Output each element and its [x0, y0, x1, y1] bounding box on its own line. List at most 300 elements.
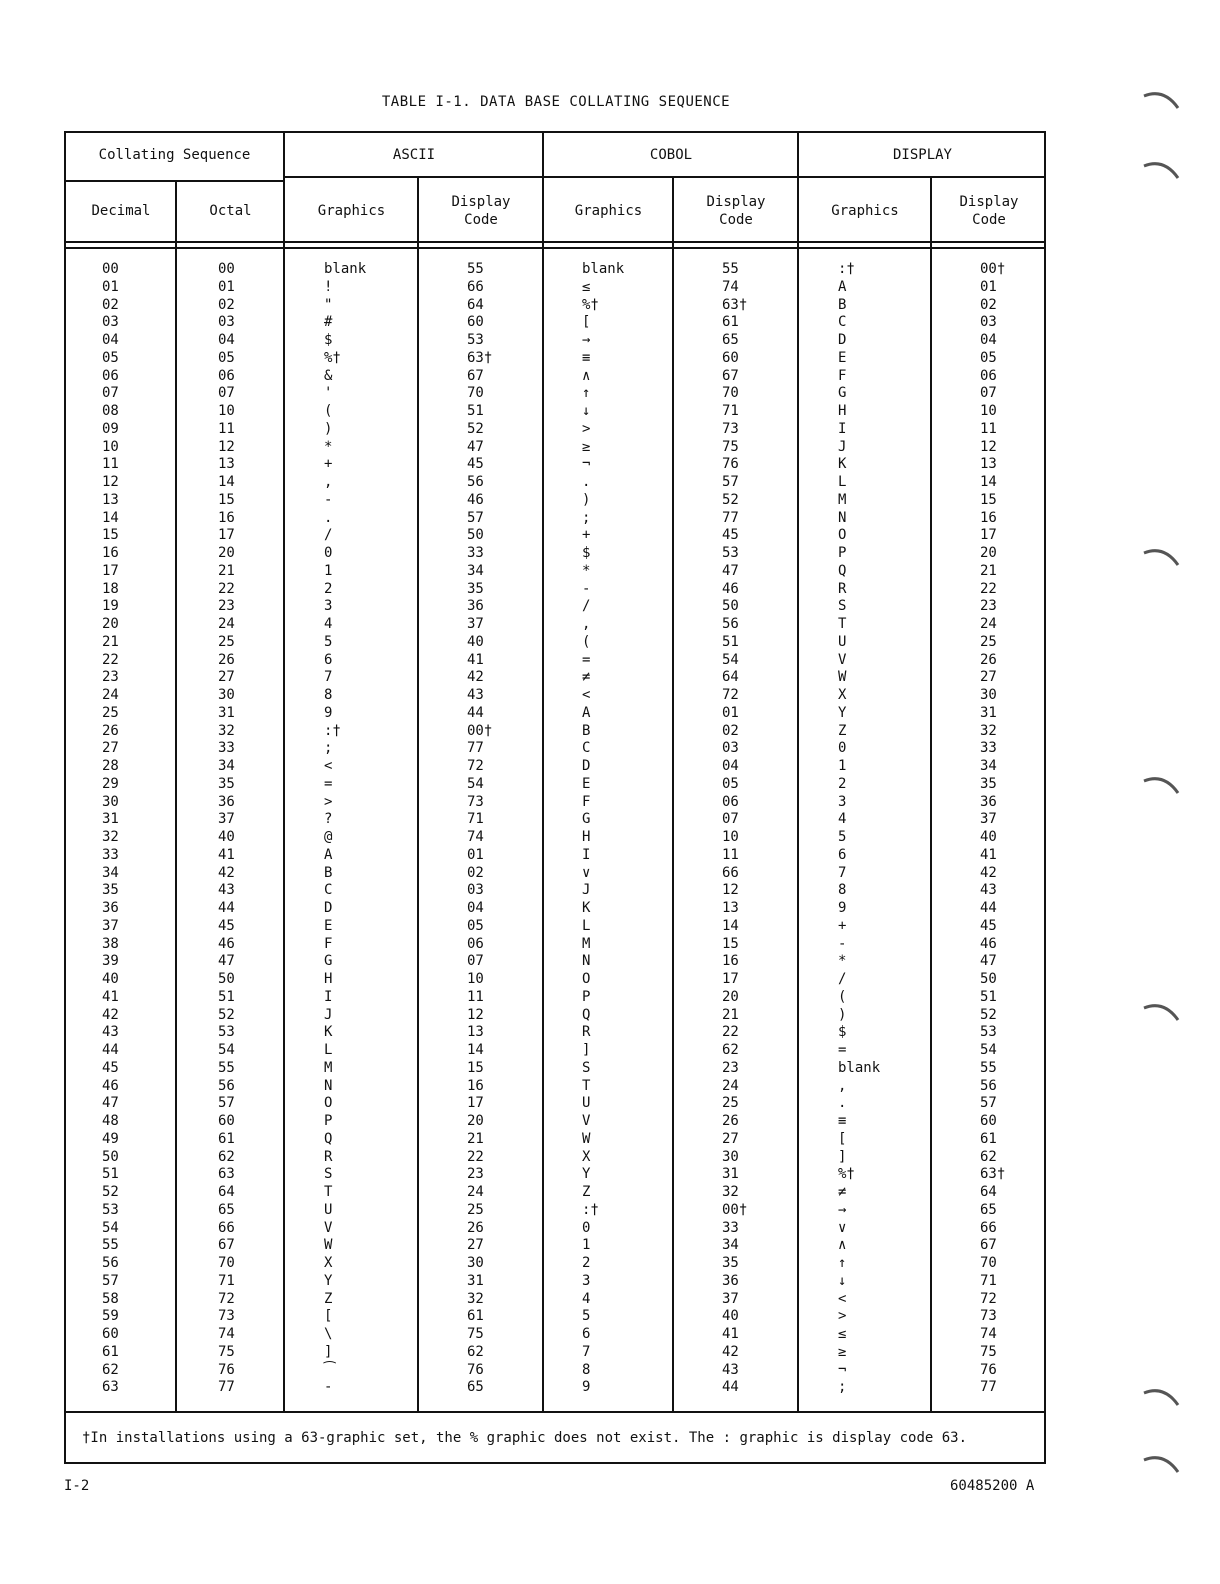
cell-ascii-graphic: = [324, 775, 333, 792]
cell-cobol-graphic: L [582, 917, 591, 934]
cell-ascii-graphic: O [324, 1095, 333, 1112]
cell-octal: 22 [218, 580, 235, 597]
table-row [66, 758, 1044, 776]
cell-cobol-graphic: blank [582, 261, 625, 277]
cell-ascii-display-code: 71 [467, 811, 484, 828]
cell-display-graphic: ≠ [838, 1184, 847, 1200]
cell-ascii-display-code: 00† [467, 722, 493, 739]
cell-ascii-graphic: F [324, 935, 333, 952]
cell-cobol-graphic: U [582, 1095, 591, 1112]
table-row [66, 865, 1044, 883]
cell-ascii-graphic: # [324, 314, 333, 331]
cell-decimal: 11 [102, 456, 119, 473]
cell-cobol-display-code: 34 [722, 1237, 739, 1254]
cell-cobol-display-code: 66 [722, 864, 739, 881]
cell-display-display-code: 35 [980, 775, 997, 792]
cell-decimal: 41 [102, 988, 119, 1005]
cell-cobol-graphic: ≤ [582, 278, 591, 295]
cell-cobol-display-code: 03 [722, 740, 739, 757]
cell-ascii-display-code: 46 [467, 491, 484, 508]
table-row [66, 439, 1044, 457]
cell-cobol-graphic: A [582, 704, 591, 721]
cell-ascii-graphic: R [324, 1148, 333, 1165]
cell-ascii-display-code: 75 [467, 1326, 484, 1342]
cell-display-graphic: P [838, 545, 847, 561]
cell-cobol-display-code: 76 [722, 456, 739, 473]
table-row [66, 953, 1044, 971]
cell-decimal: 22 [102, 651, 119, 668]
cell-display-graphic: 6 [838, 846, 847, 863]
cell-decimal: 61 [102, 1343, 119, 1360]
table-row [66, 634, 1044, 652]
cell-ascii-graphic: N [324, 1077, 333, 1094]
cell-octal: 36 [218, 793, 235, 810]
cell-ascii-display-code: 47 [467, 438, 484, 455]
cell-ascii-graphic: %† [324, 349, 341, 366]
cell-cobol-display-code: 27 [722, 1130, 739, 1147]
cell-display-graphic: B [838, 296, 847, 313]
cell-cobol-graphic: > [582, 420, 591, 437]
cell-display-graphic: - [838, 935, 847, 952]
rule-header-bottom-1 [66, 241, 1044, 243]
cell-ascii-display-code: 51 [467, 403, 484, 419]
cell-ascii-graphic: ! [324, 278, 333, 295]
cell-ascii-display-code: 54 [467, 775, 484, 792]
cell-cobol-graphic: R [582, 1024, 591, 1041]
cell-decimal: 36 [102, 900, 119, 916]
cell-octal: 75 [218, 1343, 235, 1360]
cell-octal: 14 [218, 474, 235, 490]
cell-cobol-display-code: 64 [722, 669, 739, 686]
cell-cobol-display-code: 12 [722, 882, 739, 899]
table-row [66, 829, 1044, 847]
cell-display-graphic: 1 [838, 758, 847, 774]
cell-decimal: 21 [102, 633, 119, 650]
cell-decimal: 24 [102, 687, 119, 703]
cell-decimal: 19 [102, 598, 119, 615]
cell-display-graphic: :† [838, 261, 855, 277]
cell-cobol-graphic: 7 [582, 1343, 591, 1360]
table-row [66, 1344, 1044, 1362]
cell-display-graphic: L [838, 474, 847, 490]
cell-display-graphic: 3 [838, 793, 847, 810]
cell-ascii-graphic: ? [324, 811, 333, 828]
cell-cobol-graphic: 6 [582, 1326, 591, 1342]
cell-display-graphic: 0 [838, 740, 847, 757]
cell-octal: 24 [218, 616, 235, 632]
cell-decimal: 40 [102, 971, 119, 987]
cell-display-graphic: → [838, 1201, 847, 1218]
cell-cobol-display-code: 61 [722, 314, 739, 331]
cell-cobol-graphic: . [582, 474, 591, 490]
cell-display-display-code: 75 [980, 1343, 997, 1360]
cell-ascii-graphic: K [324, 1024, 333, 1041]
cell-ascii-graphic: Z [324, 1290, 333, 1307]
cell-ascii-display-code: 15 [467, 1059, 484, 1076]
cell-cobol-graphic: ] [582, 1042, 591, 1058]
cell-cobol-display-code: 30 [722, 1148, 739, 1165]
table-row [66, 1237, 1044, 1255]
cell-cobol-graphic: ¬ [582, 456, 591, 473]
cell-decimal: 50 [102, 1148, 119, 1165]
cell-ascii-display-code: 34 [467, 562, 484, 579]
header-collating-sequence: Collating Sequence [98, 147, 251, 163]
cell-ascii-display-code: 22 [467, 1148, 484, 1165]
cell-display-graphic: C [838, 314, 847, 331]
cell-ascii-display-code: 07 [467, 953, 484, 970]
cell-display-display-code: 77 [980, 1379, 997, 1396]
cell-ascii-graphic: 1 [324, 562, 333, 579]
cell-octal: 20 [218, 545, 235, 561]
cell-ascii-graphic: :† [324, 722, 341, 739]
cell-display-display-code: 43 [980, 882, 997, 899]
cell-cobol-graphic: ≠ [582, 669, 591, 686]
cell-display-display-code: 56 [980, 1077, 997, 1094]
cell-decimal: 44 [102, 1042, 119, 1058]
cell-octal: 27 [218, 669, 235, 686]
cell-octal: 21 [218, 562, 235, 579]
cell-cobol-graphic: , [582, 616, 591, 632]
cell-ascii-graphic: / [324, 527, 333, 544]
table-row [66, 1149, 1044, 1167]
cell-decimal: 43 [102, 1024, 119, 1041]
cell-cobol-graphic: F [582, 793, 591, 810]
cell-display-display-code: 14 [980, 474, 997, 490]
cell-cobol-display-code: 21 [722, 1006, 739, 1023]
cell-decimal: 32 [102, 829, 119, 845]
table-row [66, 1202, 1044, 1220]
cell-cobol-display-code: 47 [722, 562, 739, 579]
cell-ascii-display-code: 14 [467, 1042, 484, 1058]
cell-display-display-code: 04 [980, 332, 997, 348]
cell-decimal: 10 [102, 438, 119, 455]
cell-cobol-display-code: 63† [722, 296, 748, 313]
table-row [66, 652, 1044, 670]
cell-display-graphic: ≡ [838, 1113, 847, 1129]
cell-ascii-display-code: 20 [467, 1113, 484, 1129]
cell-ascii-display-code: 77 [467, 740, 484, 757]
table-row [66, 1060, 1044, 1078]
cell-display-graphic: U [838, 633, 847, 650]
cell-ascii-display-code: 53 [467, 332, 484, 348]
cell-ascii-display-code: 11 [467, 988, 484, 1005]
table-row [66, 1042, 1044, 1060]
cell-octal: 03 [218, 314, 235, 331]
table-row [66, 936, 1044, 954]
cell-decimal: 55 [102, 1237, 119, 1254]
table-row [66, 900, 1044, 918]
cell-display-graphic: ] [838, 1148, 847, 1165]
cell-display-graphic: V [838, 651, 847, 668]
cell-cobol-graphic: ∧ [582, 367, 591, 384]
cell-decimal: 30 [102, 793, 119, 810]
cell-cobol-graphic: I [582, 846, 591, 863]
cell-display-display-code: 63† [980, 1166, 1006, 1183]
cell-cobol-display-code: 54 [722, 651, 739, 668]
cell-cobol-graphic: H [582, 829, 591, 845]
cell-ascii-graphic: - [324, 1379, 333, 1396]
cell-decimal: 15 [102, 527, 119, 544]
cell-cobol-display-code: 23 [722, 1059, 739, 1076]
cell-cobol-graphic: O [582, 971, 591, 987]
cell-display-graphic: < [838, 1290, 847, 1307]
cell-ascii-graphic: 9 [324, 704, 333, 721]
cell-cobol-display-code: 22 [722, 1024, 739, 1041]
cell-ascii-display-code: 17 [467, 1095, 484, 1112]
cell-ascii-display-code: 32 [467, 1290, 484, 1307]
header-display-display-code [932, 177, 1046, 245]
cell-ascii-display-code: 01 [467, 846, 484, 863]
cell-display-display-code: 20 [980, 545, 997, 561]
cell-display-graphic: H [838, 403, 847, 419]
cell-octal: 64 [218, 1184, 235, 1200]
cell-display-display-code: 26 [980, 651, 997, 668]
cell-ascii-graphic: 0 [324, 545, 333, 561]
cell-cobol-graphic: 4 [582, 1290, 591, 1307]
table-row [66, 847, 1044, 865]
cell-decimal: 57 [102, 1272, 119, 1289]
cell-octal: 30 [218, 687, 235, 703]
cell-cobol-graphic: ) [582, 491, 591, 508]
cell-octal: 77 [218, 1379, 235, 1396]
cell-octal: 65 [218, 1201, 235, 1218]
cell-cobol-display-code: 43 [722, 1361, 739, 1378]
cell-display-display-code: 10 [980, 403, 997, 419]
cell-decimal: 28 [102, 758, 119, 774]
cell-display-graphic: 4 [838, 811, 847, 828]
table-row [66, 474, 1044, 492]
cell-decimal: 42 [102, 1006, 119, 1023]
cell-ascii-display-code: 37 [467, 616, 484, 632]
cell-cobol-display-code: 26 [722, 1113, 739, 1129]
cell-octal: 60 [218, 1113, 235, 1129]
table-row [66, 279, 1044, 297]
cell-octal: 35 [218, 775, 235, 792]
cell-ascii-graphic: & [324, 367, 333, 384]
cell-display-display-code: 74 [980, 1326, 997, 1342]
cell-cobol-display-code: 00† [722, 1201, 748, 1218]
cell-cobol-display-code: 17 [722, 971, 739, 987]
cell-ascii-graphic: @ [324, 829, 333, 845]
table-row [66, 616, 1044, 634]
cell-display-graphic: 5 [838, 829, 847, 845]
cell-display-graphic: ≥ [838, 1343, 847, 1360]
cell-display-display-code: 44 [980, 900, 997, 916]
cell-decimal: 31 [102, 811, 119, 828]
cell-cobol-display-code: 42 [722, 1343, 739, 1360]
cell-decimal: 01 [102, 278, 119, 295]
cell-decimal: 53 [102, 1201, 119, 1218]
cell-octal: 16 [218, 509, 235, 526]
cell-cobol-graphic: ↑ [582, 385, 591, 402]
cell-display-display-code: 45 [980, 917, 997, 934]
table-row [66, 687, 1044, 705]
cell-display-display-code: 54 [980, 1042, 997, 1058]
binder-hole-icon [1142, 88, 1182, 118]
cell-decimal: 60 [102, 1326, 119, 1342]
cell-display-display-code: 47 [980, 953, 997, 970]
table-row [66, 510, 1044, 528]
cell-display-graphic: . [838, 1095, 847, 1112]
cell-decimal: 39 [102, 953, 119, 970]
cell-display-graphic: G [838, 385, 847, 402]
cell-display-graphic: E [838, 349, 847, 366]
cell-decimal: 58 [102, 1290, 119, 1307]
cell-cobol-graphic: [ [582, 314, 591, 331]
cell-octal: 01 [218, 278, 235, 295]
cell-display-graphic: ≤ [838, 1326, 847, 1342]
cell-display-display-code: 05 [980, 349, 997, 366]
cell-display-display-code: 06 [980, 367, 997, 384]
cell-decimal: 23 [102, 669, 119, 686]
cell-cobol-display-code: 11 [722, 846, 739, 863]
cell-decimal: 49 [102, 1130, 119, 1147]
cell-display-graphic: , [838, 1077, 847, 1094]
table-row [66, 403, 1044, 421]
cell-cobol-graphic: 2 [582, 1255, 591, 1271]
cell-cobol-display-code: 16 [722, 953, 739, 970]
table-row [66, 261, 1044, 279]
cell-cobol-display-code: 45 [722, 527, 739, 544]
cell-display-display-code: 17 [980, 527, 997, 544]
cell-ascii-display-code: 43 [467, 687, 484, 703]
cell-display-graphic: I [838, 420, 847, 437]
header-ascii: ASCII [392, 147, 436, 163]
table-row [66, 1166, 1044, 1184]
table-row [66, 723, 1044, 741]
cell-ascii-graphic: 5 [324, 633, 333, 650]
table-row [66, 1024, 1044, 1042]
cell-ascii-display-code: 50 [467, 527, 484, 544]
cell-cobol-graphic: ≡ [582, 349, 591, 366]
cell-cobol-graphic: Y [582, 1166, 591, 1183]
cell-ascii-display-code: 57 [467, 509, 484, 526]
cell-cobol-display-code: 55 [722, 261, 739, 277]
cell-cobol-graphic: B [582, 722, 591, 739]
cell-decimal: 14 [102, 509, 119, 526]
cell-ascii-graphic: Q [324, 1130, 333, 1147]
cell-ascii-display-code: 55 [467, 261, 484, 277]
cell-cobol-display-code: 56 [722, 616, 739, 632]
table-row [66, 1308, 1044, 1326]
cell-cobol-graphic: 3 [582, 1272, 591, 1289]
cell-ascii-graphic: blank [324, 261, 367, 277]
cell-octal: 23 [218, 598, 235, 615]
footnote: †In installations using a 63-graphic set, the % graphic does not exist. The : graphic is display code 63. [66, 1411, 1044, 1462]
cell-cobol-display-code: 24 [722, 1077, 739, 1094]
binder-hole-icon [1142, 1452, 1182, 1482]
cell-ascii-display-code: 40 [467, 633, 484, 650]
cell-decimal: 27 [102, 740, 119, 757]
cell-ascii-display-code: 12 [467, 1006, 484, 1023]
cell-cobol-display-code: 74 [722, 278, 739, 295]
cell-display-graphic: / [838, 971, 847, 987]
cell-ascii-graphic: $ [324, 332, 333, 348]
cell-ascii-graphic: ) [324, 420, 333, 437]
cell-display-display-code: 07 [980, 385, 997, 402]
table-row [66, 776, 1044, 794]
cell-ascii-display-code: 56 [467, 474, 484, 490]
cell-cobol-graphic: D [582, 758, 591, 774]
table-row [66, 297, 1044, 315]
cell-ascii-display-code: 21 [467, 1130, 484, 1147]
cell-cobol-display-code: 20 [722, 988, 739, 1005]
cell-display-graphic: M [838, 491, 847, 508]
cell-octal: 57 [218, 1095, 235, 1112]
cell-cobol-graphic: K [582, 900, 591, 916]
cell-display-display-code: 03 [980, 314, 997, 331]
cell-octal: 71 [218, 1272, 235, 1289]
cell-decimal: 13 [102, 491, 119, 508]
cell-octal: 41 [218, 846, 235, 863]
cell-octal: 04 [218, 332, 235, 348]
cell-cobol-graphic: 9 [582, 1379, 591, 1396]
cell-decimal: 06 [102, 367, 119, 384]
cell-display-graphic: %† [838, 1166, 855, 1183]
cell-decimal: 54 [102, 1219, 119, 1236]
cell-decimal: 17 [102, 562, 119, 579]
cell-display-display-code: 40 [980, 829, 997, 845]
cell-ascii-graphic: ' [324, 385, 333, 402]
cell-display-display-code: 52 [980, 1006, 997, 1023]
cell-ascii-display-code: 63† [467, 349, 493, 366]
table-row [66, 350, 1044, 368]
cell-cobol-display-code: 32 [722, 1184, 739, 1200]
cell-ascii-graphic: T [324, 1184, 333, 1200]
cell-octal: 17 [218, 527, 235, 544]
cell-display-graphic: X [838, 687, 847, 703]
cell-ascii-graphic: A [324, 846, 333, 863]
cell-octal: 62 [218, 1148, 235, 1165]
cell-ascii-display-code: 73 [467, 793, 484, 810]
cell-octal: 12 [218, 438, 235, 455]
cell-octal: 50 [218, 971, 235, 987]
header-octal: Octal [209, 203, 252, 219]
cell-cobol-display-code: 50 [722, 598, 739, 615]
cell-cobol-display-code: 51 [722, 633, 739, 650]
cell-decimal: 63 [102, 1379, 119, 1396]
cell-decimal: 46 [102, 1077, 119, 1094]
cell-cobol-display-code: 15 [722, 935, 739, 952]
table-row [66, 971, 1044, 989]
cell-display-graphic: 2 [838, 775, 847, 792]
cell-display-graphic: ; [838, 1379, 847, 1396]
cell-ascii-graphic: E [324, 917, 333, 934]
cell-display-display-code: 70 [980, 1255, 997, 1271]
cell-ascii-display-code: 06 [467, 935, 484, 952]
cell-ascii-graphic: Y [324, 1272, 333, 1289]
cell-display-display-code: 76 [980, 1361, 997, 1378]
cell-display-display-code: 51 [980, 988, 997, 1005]
cell-ascii-graphic: P [324, 1113, 333, 1129]
cell-decimal: 29 [102, 775, 119, 792]
cell-display-display-code: 57 [980, 1095, 997, 1112]
cell-cobol-graphic: + [582, 527, 591, 544]
cell-octal: 52 [218, 1006, 235, 1023]
header-display: DISPLAY [892, 147, 952, 163]
cell-ascii-graphic: H [324, 971, 333, 987]
cell-display-graphic: * [838, 953, 847, 970]
cell-display-graphic: + [838, 917, 847, 934]
cell-octal: 73 [218, 1308, 235, 1325]
cell-ascii-display-code: 10 [467, 971, 484, 987]
cell-ascii-graphic: 7 [324, 669, 333, 686]
cell-cobol-display-code: 14 [722, 917, 739, 934]
cell-display-display-code: 72 [980, 1290, 997, 1307]
header-ascii-display-code [419, 177, 543, 245]
cell-ascii-display-code: 67 [467, 367, 484, 384]
cell-decimal: 51 [102, 1166, 119, 1183]
